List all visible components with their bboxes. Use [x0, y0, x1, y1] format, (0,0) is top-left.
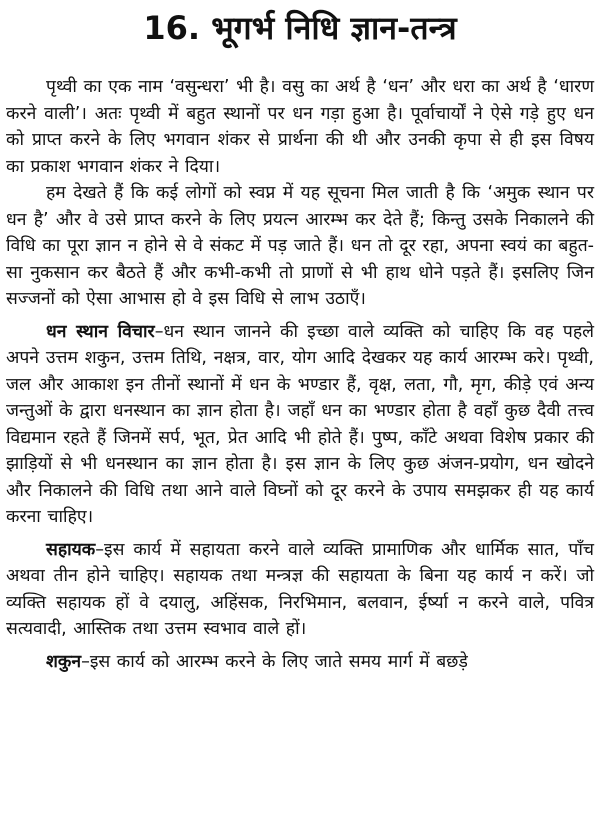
section-shakun	[6, 649, 594, 676]
paragraph-text: –इस कार्य को आरम्भ करने के लिए जाते समय मार्ग में बछड़े	[81, 651, 468, 672]
paragraph-dreams	[6, 180, 594, 313]
paragraph-text: –धन स्थान जानने की इच्छा वाले व्यक्ति को चाहिए कि वह पहले अपने उत्तम शकुन, उत्तम तिथि, नक्षत्र, वार, योग आदि देखकर यह कार्य आरम्भ करे। पृथ्वी, जल और आकाश इन तीनों स्थानों में धन के भण्डार हैं, वृक्ष, लता, गौ, मृग, कीड़े एवं अन्य जन्तुओं के द्वारा धनस्थान का ज्ञान होता है। जहाँ धन का भण्डार होता है वहाँ कुछ दैवी तत्त्व विद्यमान रहते हैं जिनमें सर्प, भूत, प्रेत आदि भी होते हैं। पुष्प, काँटे अथवा विशेष प्रकार की झाड़ियों से भी धनस्थान का ज्ञान होता है। इस ज्ञान के लिए कुछ अंजन-प्रयोग, धन खोदने और निकालने की विधि तथा आने वाले विघ्नों को दूर करने के उपाय समझकर ही यह कार्य करना चाहिए।	[6, 321, 594, 527]
section-sahayak	[6, 537, 594, 643]
section-heading: सहायक	[46, 539, 96, 560]
paragraph-text: हम देखते हैं कि कई लोगों को स्वप्न में यह सूचना मिल जाती है कि ‘अमुक स्थान पर धन है’ और वे उसे प्राप्त करने के लिए प्रयत्न आरम्भ कर देते हैं; किन्तु उसके निकालने की विधि का पूरा ज्ञान न होने से वे संकट में पड़ जाते हैं। धन तो दूर रहा, अपना स्वयं का बहुत-सा नुकसान कर बैठते हैं और कभी-कभी तो प्राणों से भी हाथ धोने पड़ते हैं। इसलिए जिन सज्जनों को ऐसा आभास हो वे इस विधि से लाभ उठाएँ।	[6, 183, 594, 309]
section-heading: शकुन	[46, 651, 82, 672]
paragraph-text: –इस कार्य में सहायता करने वाले व्यक्ति प्रामाणिक और धार्मिक सात, पाँच अथवा तीन होने चाहिए। सहायक तथा मन्त्रज्ञ की सहायता के बिना यह कार्य न करें। जो व्यक्ति सहायक हों वे दयालु, अहिंसक, निरभिमान, बलवान, ईर्ष्या न करने वाले, पवित्र सत्यवादी, आस्तिक तथा उत्तम स्वभाव वाले हों।	[6, 539, 594, 639]
paragraph-vasundhara	[6, 74, 594, 180]
chapter-title: 16. भूगर्भ निधि ज्ञान-तन्त्र	[143, 9, 457, 47]
paragraph-text: पृथ्वी का एक नाम ‘वसुन्धरा’ भी है। वसु का अर्थ है ‘धन’ और धरा का अर्थ है ‘धारण करने वाली’। अतः पृथ्वी में बहुत स्थानों पर धन गड़ा हुआ है। पूर्वाचार्यों ने ऐसे गड़े हुए धन को प्राप्त करने के लिए भगवान शंकर से प्रार्थना की थी और उनकी कृपा से ही इस विषय का प्रकाश भगवान शंकर ने दिया।	[6, 77, 594, 177]
section-dhan-sthan-vichar	[6, 319, 594, 531]
section-heading: धन स्थान विचार	[46, 321, 155, 342]
